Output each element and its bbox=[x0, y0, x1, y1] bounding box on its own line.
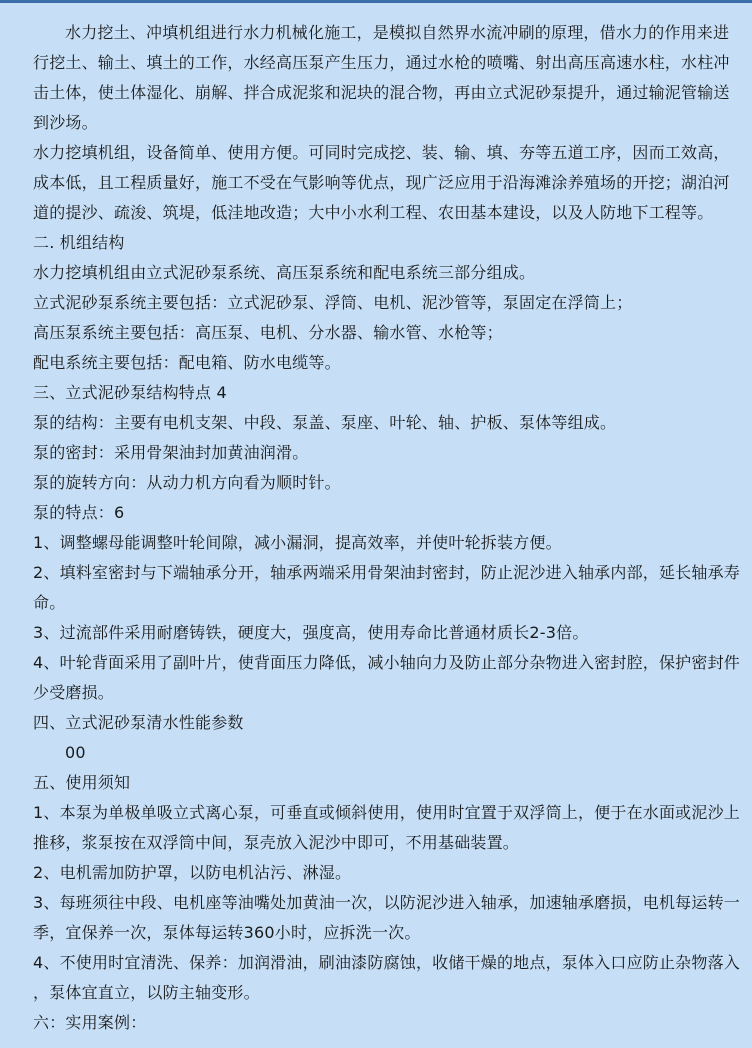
paragraph bbox=[33, 408, 733, 438]
paragraph bbox=[33, 438, 733, 468]
text-line: 水力挖土、冲填机组进行水力机械化施工，是模拟自然界水流冲刷的原理，借水力的作用来进 bbox=[65, 23, 730, 42]
paragraph bbox=[33, 738, 733, 768]
paragraph bbox=[33, 288, 733, 318]
text-line: 2、电机需加防护罩，以防电机沾污、淋湿。 bbox=[33, 863, 352, 882]
text-line: 高压泵系统主要包括：高压泵、电机、分水器、输水管、水枪等； bbox=[33, 323, 503, 342]
text-line: 水力挖填机组由立式泥砂泵系统、高压泵系统和配电系统三部分组成。 bbox=[33, 263, 536, 282]
text-line: 推移，浆泵按在双浮筒中间，泵壳放入泥沙中即可，不用基础装置。 bbox=[33, 833, 520, 852]
text-line: 六：实用案例： bbox=[33, 1013, 147, 1032]
text-line: 季，宜保养一次，泵体每运转360小时，应拆洗一次。 bbox=[33, 923, 421, 942]
paragraph bbox=[33, 348, 733, 378]
paragraph bbox=[33, 768, 733, 798]
paragraph bbox=[33, 948, 740, 1008]
text-line: 立式泥砂泵系统主要包括：立式泥砂泵、浮筒、电机、泥沙管等，泵固定在浮筒上； bbox=[33, 293, 633, 312]
text-line: 泵的密封：采用骨架油封加黄油润滑。 bbox=[33, 443, 309, 462]
text-line: 3、每班须往中段、电机座等油嘴处加黄油一次，以防泥沙进入轴承，加速轴承磨损，电机每运转一 bbox=[33, 893, 740, 912]
text-line: 1、调整螺母能调整叶轮间隙，减小漏洞，提高效率，并使叶轮拆装方便。 bbox=[33, 533, 562, 552]
paragraph bbox=[33, 258, 733, 288]
paragraph bbox=[33, 798, 740, 858]
text-line: 泵的旋转方向：从动力机方向看为顺时针。 bbox=[33, 473, 341, 492]
paragraph bbox=[33, 18, 733, 138]
text-line: 少受磨损。 bbox=[33, 683, 115, 702]
top-border bbox=[0, 0, 752, 3]
paragraph bbox=[33, 708, 733, 738]
text-line: 配电系统主要包括：配电箱、防水电缆等。 bbox=[33, 353, 341, 372]
paragraph bbox=[33, 498, 733, 528]
text-line: 3、过流部件采用耐磨铸铁，硬度大，强度高，使用寿命比普通材质长2-3倍。 bbox=[33, 623, 589, 642]
text-line: 击土体，使土体湿化、崩解、拌合成泥浆和泥块的混合物，再由立式泥砂泵提升，通过输泥管输送 bbox=[33, 83, 730, 102]
text-line: 行挖土、输土、填土的工作，水经高压泵产生压力，通过水枪的喷嘴、射出高压高速水柱，水柱冲 bbox=[33, 53, 730, 72]
paragraph bbox=[33, 888, 740, 948]
text-line: 成本低，且工程质量好，施工不受在气影响等优点，现广泛应用于沿海滩涂养殖场的开挖；湖泊河 bbox=[33, 173, 730, 192]
text-line: 二. 机组结构 bbox=[33, 233, 125, 252]
paragraph bbox=[33, 468, 733, 498]
paragraph bbox=[33, 618, 733, 648]
text-line: 三、立式泥砂泵结构特点 4 bbox=[33, 383, 227, 402]
paragraph bbox=[33, 858, 733, 888]
paragraph bbox=[33, 558, 740, 618]
paragraph bbox=[33, 138, 733, 228]
text-line: 道的提沙、疏浚、筑堤，低洼地改造；大中小水利工程、农田基本建设，以及人防地下工程等。 bbox=[33, 203, 714, 222]
text-line: 五、使用须知 bbox=[33, 773, 131, 792]
text-line: 泵的结构：主要有电机支架、中段、泵盖、泵座、叶轮、轴、护板、泵体等组成。 bbox=[33, 413, 617, 432]
paragraph bbox=[33, 648, 740, 708]
text-line: 命。 bbox=[33, 593, 66, 612]
text-line: 四、立式泥砂泵清水性能参数 bbox=[33, 713, 244, 732]
text-line: 1、本泵为单极单吸立式离心泵，可垂直或倾斜使用，使用时宜置于双浮筒上，便于在水面或泥沙上 bbox=[33, 803, 740, 822]
paragraph bbox=[33, 378, 733, 408]
paragraph bbox=[33, 318, 733, 348]
text-line: 4、叶轮背面采用了副叶片，使背面压力降低，减小轴向力及防止部分杂物进入密封腔，保护密封件 bbox=[33, 653, 740, 672]
document-body bbox=[33, 18, 740, 1038]
text-line: 水力挖填机组，设备简单、使用方便。可同时完成挖、装、输、填、夯等五道工序，因而工效高， bbox=[33, 143, 730, 162]
text-line: ，泵体宜直立，以防主轴变形。 bbox=[33, 983, 260, 1002]
text-line: 2、填料室密封与下端轴承分开，轴承两端采用骨架油封密封，防止泥沙进入轴承内部，延长轴承寿 bbox=[33, 563, 740, 582]
text-line: 到沙场。 bbox=[33, 113, 98, 132]
text-line: 泵的特点：6 bbox=[33, 503, 125, 522]
text-line: 00 bbox=[65, 743, 86, 762]
paragraph bbox=[33, 228, 733, 258]
paragraph bbox=[33, 1008, 733, 1038]
text-line: 4、不使用时宜清洗、保养：加润滑油，刷油漆防腐蚀，收储干燥的地点，泵体入口应防止杂物落入 bbox=[33, 953, 740, 972]
paragraph bbox=[33, 528, 733, 558]
